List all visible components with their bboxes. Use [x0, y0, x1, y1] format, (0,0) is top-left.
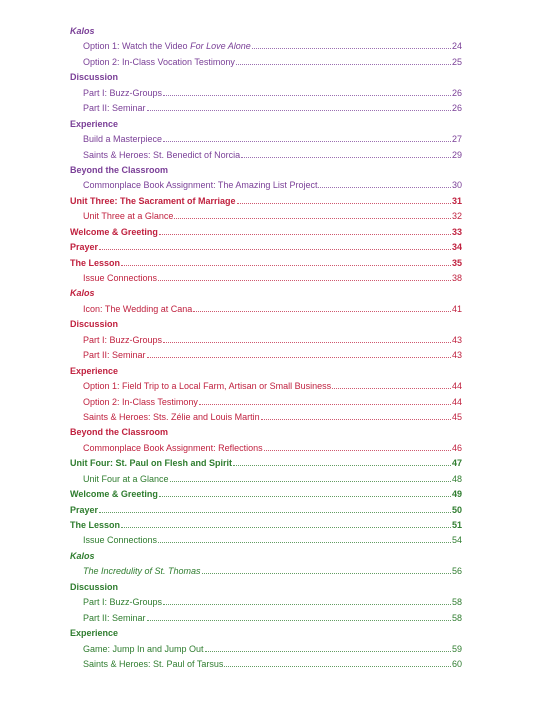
- toc-entry-label: [83, 441, 263, 456]
- dot-leader: [174, 218, 451, 219]
- toc-entry-text: Part II: Seminar: [83, 103, 146, 114]
- toc-section-heading: [70, 425, 462, 440]
- toc-entry-text: Icon: The Wedding at Cana: [83, 303, 193, 314]
- toc-entry-label: [83, 271, 157, 286]
- dot-leader: [202, 573, 451, 574]
- toc-entry-label: [70, 286, 95, 301]
- toc-entry-text: Unit Four at a Glance: [83, 473, 169, 484]
- page-number: 44: [451, 396, 462, 407]
- page-number: 31: [451, 195, 462, 206]
- toc-entry-label: [83, 395, 198, 410]
- toc-entry-text: Experience: [70, 628, 119, 639]
- toc-entry: [70, 595, 462, 610]
- dot-leader: [121, 527, 451, 528]
- page-number: 27: [451, 134, 462, 145]
- toc-entry-label: [83, 39, 251, 54]
- toc-entry: [70, 395, 462, 410]
- toc-entry-label: [70, 580, 118, 595]
- dot-leader: [99, 249, 451, 250]
- toc-entry-text: Commonplace Book Assignment: Reflections: [83, 442, 263, 453]
- toc-entry-label: [70, 317, 118, 332]
- dot-leader: [233, 465, 451, 466]
- dot-leader: [224, 666, 451, 667]
- toc-entry: [70, 472, 462, 487]
- toc-entry-label: [70, 256, 120, 271]
- toc-entry: [70, 132, 462, 147]
- toc-entry-label: [83, 564, 201, 579]
- toc-entry-text: Unit Three at a Glance: [83, 211, 174, 222]
- toc-entry-text: Beyond the Classroom: [70, 164, 169, 175]
- page-number: 34: [451, 242, 462, 253]
- page-number: 38: [451, 273, 462, 283]
- toc-section-heading: [70, 580, 462, 595]
- toc-entry-text: Kalos: [70, 26, 95, 36]
- toc-entry: [70, 101, 462, 116]
- toc-entry-label: [70, 456, 232, 471]
- toc-entry-text: Part II: Seminar: [83, 350, 146, 361]
- page-number: 49: [451, 489, 462, 500]
- toc-entry: [70, 39, 462, 54]
- toc-entry-label: [83, 178, 317, 193]
- page-number: 46: [451, 442, 462, 453]
- page-number: 56: [451, 566, 462, 577]
- toc-entry-text: Saints & Heroes: Sts. Zélie and Louis Martin: [83, 411, 260, 422]
- toc-entry-label: [83, 333, 162, 348]
- toc-entry-text: The Lesson: [70, 257, 121, 268]
- toc-entry-label: [83, 657, 223, 672]
- toc-entry-label: [70, 24, 95, 39]
- toc-section-heading: [70, 70, 462, 85]
- dot-leader: [147, 357, 451, 358]
- toc-entry-text: Build a Masterpiece: [83, 134, 163, 145]
- toc-entry-label: [70, 117, 118, 132]
- page-number: 24: [451, 41, 462, 52]
- toc-section-heading: [70, 163, 462, 178]
- toc-entry-label: [83, 132, 162, 147]
- toc-section-heading: [70, 317, 462, 332]
- toc-entry: [70, 271, 462, 286]
- toc-entry: [70, 178, 462, 193]
- toc-section-heading: [70, 256, 462, 271]
- table-of-contents: [70, 24, 462, 672]
- toc-entry-label: [83, 348, 146, 363]
- toc-section-heading: [70, 456, 462, 471]
- page-number: 50: [451, 504, 462, 515]
- toc-entry-text: Kalos: [70, 288, 95, 299]
- page-number: 58: [451, 612, 462, 623]
- toc-entry-label: [70, 518, 120, 533]
- toc-entry: [70, 441, 462, 456]
- toc-entry-text: Experience: [70, 118, 119, 129]
- dot-leader: [332, 388, 451, 389]
- toc-entry-text: Unit Four: St. Paul on Flesh and Spirit: [70, 458, 232, 469]
- dot-leader: [264, 450, 451, 451]
- dot-leader: [163, 604, 451, 605]
- toc-entry-text: Welcome & Greeting: [70, 489, 158, 500]
- toc-entry-label: [70, 549, 95, 564]
- toc-entry-label: [83, 379, 331, 394]
- dot-leader: [163, 95, 451, 96]
- toc-entry-label: [83, 472, 169, 487]
- toc-section-heading: [70, 24, 462, 39]
- dot-leader: [159, 496, 451, 497]
- page-number: 26: [451, 103, 462, 114]
- toc-entry-text: Welcome & Greeting: [70, 226, 158, 237]
- dot-leader: [159, 234, 451, 235]
- toc-section-heading: [70, 364, 462, 379]
- page-number: 41: [451, 303, 462, 314]
- toc-entry-text: Discussion: [70, 72, 119, 83]
- toc-entry-label: [70, 70, 118, 85]
- toc-section-heading: [70, 549, 462, 564]
- toc-entry-label: [83, 611, 146, 626]
- page-number: 44: [451, 381, 462, 392]
- dot-leader: [99, 512, 451, 513]
- toc-entry-label: [70, 425, 168, 440]
- toc-entry: [70, 148, 462, 163]
- page-number: 29: [451, 149, 462, 160]
- toc-entry-text: Issue Connections: [83, 535, 158, 546]
- page-number: 43: [451, 350, 462, 361]
- toc-entry-label: [70, 503, 98, 518]
- toc-entry: [70, 533, 462, 548]
- page-number: 59: [451, 643, 462, 654]
- toc-entry-text: Issue Connections: [83, 273, 158, 283]
- toc-entry-text: Part II: Seminar: [83, 612, 146, 623]
- dot-leader: [318, 187, 451, 188]
- toc-entry: [70, 410, 462, 425]
- toc-entry-text: Option 1: Field Trip to a Local Farm, Artisan or Small Business: [83, 381, 332, 392]
- toc-entry-label: [83, 148, 240, 163]
- toc-entry-text: Commonplace Book Assignment: The Amazing List Project: [83, 180, 318, 191]
- toc-entry: [70, 657, 462, 672]
- dot-leader: [158, 542, 451, 543]
- toc-entry: [70, 209, 462, 224]
- toc-entry: [70, 55, 462, 70]
- toc-entry-label: [70, 163, 168, 178]
- dot-leader: [236, 64, 451, 65]
- toc-entry-label: [70, 364, 118, 379]
- toc-entry-text: Game: Jump In and Jump Out: [83, 643, 204, 654]
- dot-leader: [237, 203, 451, 204]
- toc-entry-text: Option 2: In-Class Vocation Testimony: [83, 56, 235, 67]
- page-number: 33: [451, 226, 462, 237]
- toc-entry-text: Part I: Buzz-Groups: [83, 87, 163, 98]
- toc-entry-label: [70, 225, 158, 240]
- page-number: 32: [451, 211, 462, 222]
- toc-section-heading: [70, 117, 462, 132]
- toc-entry-italic-title: For Love Alone: [190, 41, 251, 52]
- dot-leader: [121, 265, 451, 266]
- page-number: 60: [451, 658, 462, 669]
- toc-entry-label: [70, 240, 98, 255]
- toc-entry-text: Kalos: [70, 550, 95, 561]
- toc-entry: [70, 86, 462, 101]
- toc-entry-text: Beyond the Classroom: [70, 427, 169, 438]
- toc-entry: [70, 333, 462, 348]
- toc-section-heading: [70, 225, 462, 240]
- toc-section-heading: [70, 503, 462, 518]
- toc-entry-text: Part I: Buzz-Groups: [83, 597, 163, 608]
- page-number: 26: [451, 87, 462, 98]
- dot-leader: [261, 419, 451, 420]
- toc-entry-label: [83, 302, 192, 317]
- toc-entry-label: [70, 194, 236, 209]
- dot-leader: [147, 110, 451, 111]
- toc-entry-label: [70, 487, 158, 502]
- toc-section-heading: [70, 626, 462, 641]
- toc-entry: [70, 379, 462, 394]
- page-number: 54: [451, 535, 462, 546]
- dot-leader: [170, 481, 451, 482]
- toc-entry-text: Option 1: Watch the Video: [83, 41, 191, 52]
- toc-entry-label: [83, 533, 157, 548]
- toc-entry-text: Option 2: In-Class Testimony: [83, 396, 198, 407]
- page-number: 35: [451, 257, 462, 268]
- page-number: 45: [451, 411, 462, 422]
- dot-leader: [252, 48, 451, 49]
- toc-entry-text: Saints & Heroes: St. Benedict of Norcia: [83, 149, 241, 160]
- dot-leader: [193, 311, 451, 312]
- toc-entry-label: [70, 626, 118, 641]
- dot-leader: [147, 620, 451, 621]
- toc-entry-text: The Lesson: [70, 520, 121, 530]
- toc-section-heading: [70, 487, 462, 502]
- toc-entry-text: The Incredulity of St. Thomas: [83, 566, 201, 577]
- toc-entry-text: Discussion: [70, 581, 119, 592]
- toc-entry-label: [83, 410, 260, 425]
- toc-section-heading: [70, 240, 462, 255]
- toc-entry-text: Experience: [70, 365, 119, 376]
- page-number: 51: [451, 520, 462, 530]
- toc-section-heading: [70, 518, 462, 533]
- toc-entry-text: Part I: Buzz-Groups: [83, 334, 163, 345]
- page-number: 48: [451, 473, 462, 484]
- page-number: 25: [451, 56, 462, 67]
- toc-entry: [70, 302, 462, 317]
- dot-leader: [163, 342, 451, 343]
- toc-entry: [70, 642, 462, 657]
- toc-entry-text: Unit Three: The Sacrament of Marriage: [70, 195, 236, 206]
- toc-entry-label: [83, 86, 162, 101]
- dot-leader: [158, 280, 451, 281]
- page-number: 58: [451, 597, 462, 608]
- toc-entry-label: [83, 595, 162, 610]
- toc-entry: [70, 564, 462, 579]
- dot-leader: [205, 651, 451, 652]
- page-number: 43: [451, 334, 462, 345]
- toc-entry: [70, 348, 462, 363]
- dot-leader: [199, 404, 451, 405]
- toc-entry-label: [83, 55, 235, 70]
- toc-entry-label: [83, 101, 146, 116]
- dot-leader: [163, 141, 451, 142]
- toc-section-heading: [70, 194, 462, 209]
- toc-entry-text: Prayer: [70, 242, 99, 253]
- page-number: 30: [451, 180, 462, 191]
- toc-entry-label: [83, 209, 173, 224]
- dot-leader: [241, 157, 451, 158]
- toc-entry-text: Discussion: [70, 319, 119, 330]
- toc-entry: [70, 611, 462, 626]
- toc-entry-text: Saints & Heroes: St. Paul of Tarsus: [83, 658, 224, 669]
- toc-entry-label: [83, 642, 204, 657]
- toc-section-heading: [70, 286, 462, 301]
- toc-entry-text: Prayer: [70, 504, 99, 515]
- page-number: 47: [451, 458, 462, 469]
